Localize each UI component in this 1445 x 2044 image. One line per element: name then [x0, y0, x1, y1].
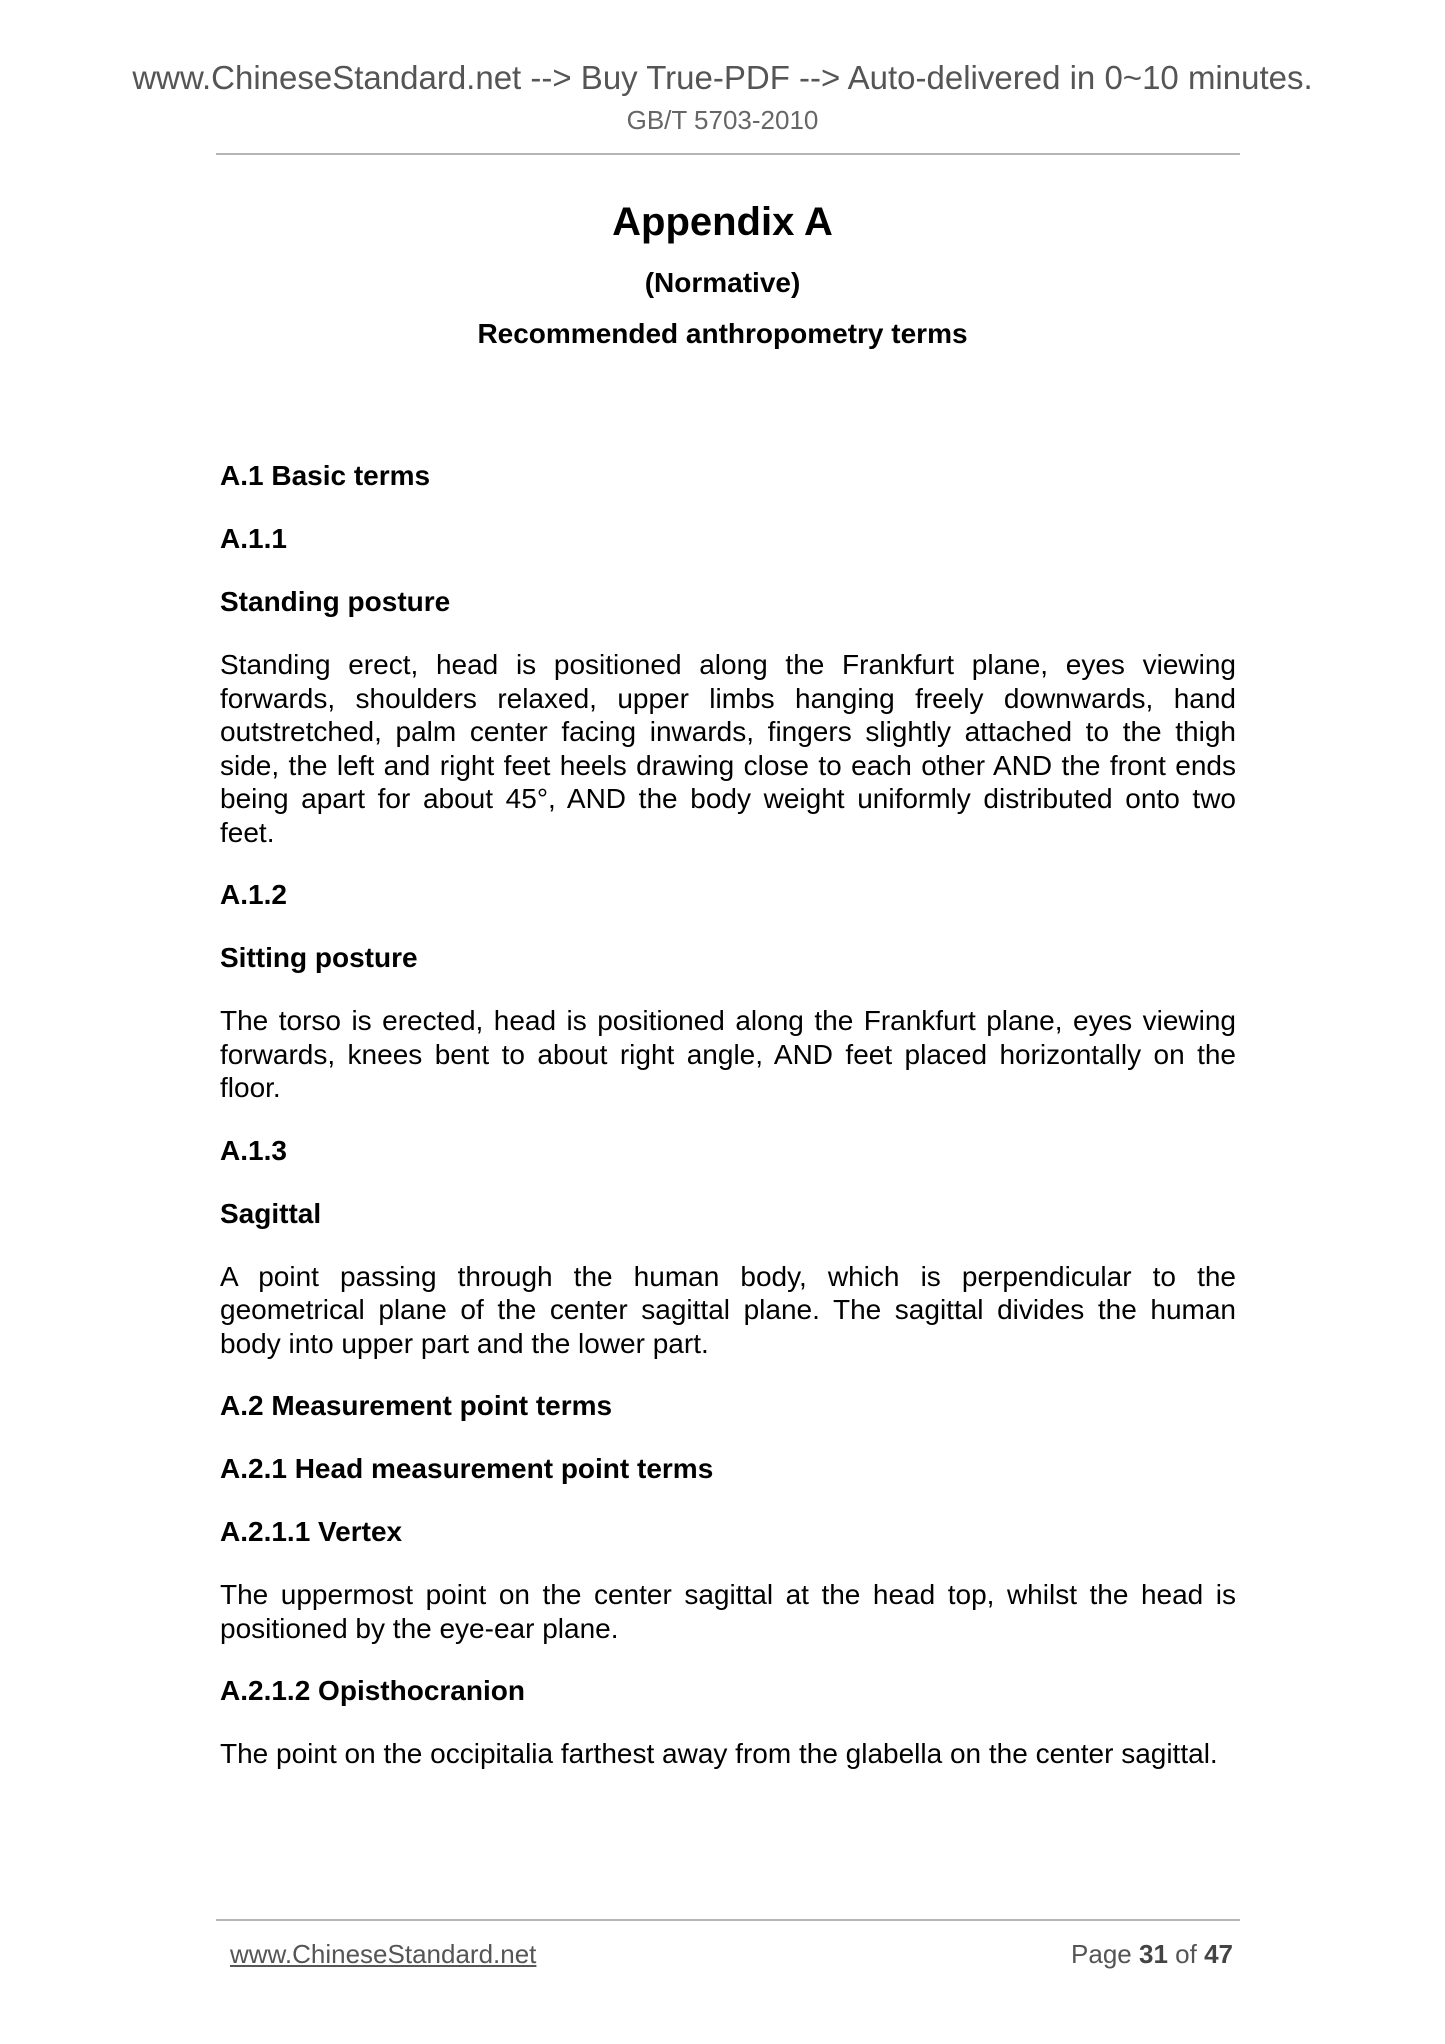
document-id: GB/T 5703-2010: [626, 105, 819, 135]
clause-number-a11: A.1.1: [220, 523, 287, 554]
term-standing-posture: Standing posture: [220, 586, 451, 617]
term-opisthocranion: A.2.1.2 Opisthocranion: [220, 1675, 525, 1706]
definition-standing-posture: Standing erect, head is positioned along the Frankfurt plane, eyes viewing forwards, shoulders relaxed, upper limbs hanging freely downwards, hand outstretched, palm center facing inwards, fingers slightly attached to the thigh side, the left and right feet heels drawing close to each other AND the front ends being apart for about 45°, AND the body weight uniformly distributed onto two feet.: [220, 649, 1236, 848]
header-divider: [216, 153, 1240, 155]
section-heading-a2: A.2 Measurement point terms: [220, 1390, 613, 1421]
footer-divider: [216, 1919, 1240, 1921]
document-body: [220, 459, 1236, 1800]
term-vertex: A.2.1.1 Vertex: [220, 1516, 403, 1547]
footer-website-link[interactable]: www.ChineseStandard.net: [230, 1939, 537, 1969]
section-heading-a1: A.1 Basic terms: [220, 460, 431, 491]
clause-number-a12: A.1.2: [220, 879, 287, 910]
clause-number-a13: A.1.3: [220, 1134, 287, 1166]
page-current: 31: [1139, 1939, 1168, 1969]
appendix-title: Appendix A: [612, 200, 833, 244]
term-sagittal: Sagittal: [220, 1197, 322, 1229]
definition-sitting-posture: The torso is erected, head is positioned along the Frankfurt plane, eyes viewing forwards, knees bent to about right angle, AND feet placed horizontally on the floor.: [220, 1005, 1236, 1103]
definition-vertex: The uppermost point on the center sagittal at the head top, whilst the head is positioned by the eye-ear plane.: [220, 1579, 1236, 1644]
page-of-label: of: [1175, 1939, 1197, 1969]
definition-sagittal: A point passing through the human body, which is perpendicular to the geometrical plane of the center sagittal plane. The sagittal divides the human body into upper part and the lower part.: [220, 1260, 1236, 1359]
page-label: Page: [1071, 1939, 1132, 1969]
appendix-normative-label: (Normative): [644, 267, 801, 298]
term-sitting-posture: Sitting posture: [220, 942, 418, 973]
appendix-subtitle: Recommended anthropometry terms: [477, 318, 968, 349]
header-banner: www.ChineseStandard.net --> Buy True-PDF --> Auto-delivered in 0~10 minutes.: [132, 59, 1313, 96]
section-heading-a21: A.2.1 Head measurement point terms: [220, 1453, 714, 1484]
page-total: 47: [1204, 1939, 1233, 1969]
definition-opisthocranion: The point on the occipitalia farthest away from the glabella on the center sagittal.: [220, 1738, 1218, 1769]
page-indicator: [1071, 1938, 1233, 1970]
